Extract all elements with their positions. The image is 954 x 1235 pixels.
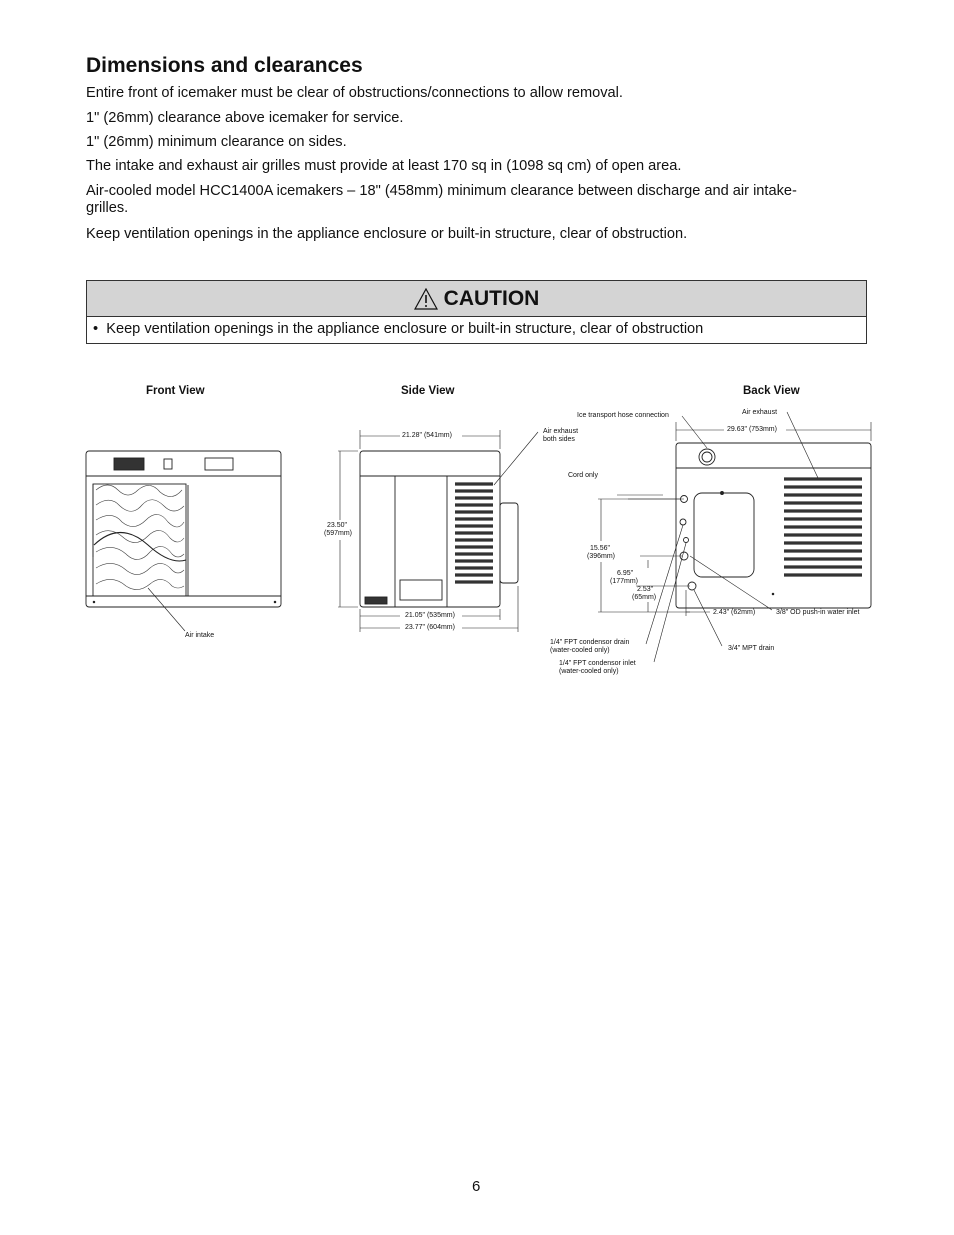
caution-bullet: • — [93, 321, 99, 337]
label-air-exhaust-sides: Air exhaust — [543, 428, 579, 435]
label-dim-1556-mm: (396mm) — [587, 553, 616, 560]
label-back-width: 29.63" (753mm) — [727, 426, 777, 433]
front-view-drawing — [86, 451, 281, 631]
label-both-sides: both sides — [543, 436, 575, 443]
caution-title: CAUTION — [443, 286, 540, 310]
paragraph-top-clearance: 1" (26mm) clearance above icemaker for service. — [86, 110, 404, 126]
label-dim-695-mm: (177mm) — [610, 578, 639, 585]
caution-message: Keep ventilation openings in the appliance enclosure or built-in structure, clear of obstruction — [106, 321, 704, 337]
label-dim-253-mm: (65mm) — [632, 594, 657, 601]
side-view-title: Side View — [401, 385, 455, 397]
page-title: Dimensions and clearances — [86, 54, 363, 77]
back-view-drawing — [598, 412, 871, 662]
paragraph-ventilation: Keep ventilation openings in the appliance enclosure or built-in structure, clear of obstruction. — [86, 226, 688, 242]
label-cond-inlet-note: (water-cooled only) — [559, 668, 619, 675]
label-side-width-bottom1: 21.05" (535mm) — [405, 612, 455, 619]
label-cond-inlet: 1/4" FPT condensor inlet — [559, 660, 636, 667]
paragraph-side-clearance: 1" (26mm) minimum clearance on sides. — [86, 134, 347, 150]
label-cond-drain: 1/4" FPT condensor drain — [550, 639, 630, 646]
label-dim-243: 2.43" (62mm) — [713, 609, 756, 616]
label-air-intake: Air intake — [185, 632, 215, 639]
label-cond-drain-note: (water-cooled only) — [550, 647, 610, 654]
label-ice-transport: Ice transport hose connection — [577, 412, 669, 419]
page-number: 6 — [472, 1178, 481, 1195]
paragraph-front-clearance: Entire front of icemaker must be clear of obstructions/connections to allow removal. — [86, 85, 623, 101]
label-air-exhaust-back: Air exhaust — [742, 409, 778, 416]
label-side-height-mm: (597mm) — [324, 530, 353, 537]
label-side-height-in: 23.50" — [327, 522, 348, 529]
label-dim-1556-in: 15.56" — [590, 545, 611, 552]
back-view-title: Back View — [743, 385, 800, 397]
front-view-title: Front View — [146, 385, 205, 397]
label-side-width-bottom2: 23.77" (604mm) — [405, 624, 455, 631]
label-dim-695-in: 6.95" — [617, 570, 634, 577]
label-mpt-drain: 3/4" MPT drain — [728, 645, 775, 652]
side-view-drawing — [338, 430, 538, 632]
paragraph-grille-area: The intake and exhaust air grilles must provide at least 170 sq in (1098 sq cm) of open area. — [86, 158, 682, 174]
label-cord-only: Cord only — [568, 472, 598, 479]
label-water-inlet: 3/8" OD push-in water inlet — [776, 609, 860, 616]
label-side-width-top: 21.28" (541mm) — [402, 432, 452, 439]
label-dim-253-in: 2.53" — [637, 586, 654, 593]
paragraph-air-cooled: Air-cooled model HCC1400A icemakers – 18" (458mm) minimum clearance between discharge and air intake-grilles. — [86, 183, 797, 216]
